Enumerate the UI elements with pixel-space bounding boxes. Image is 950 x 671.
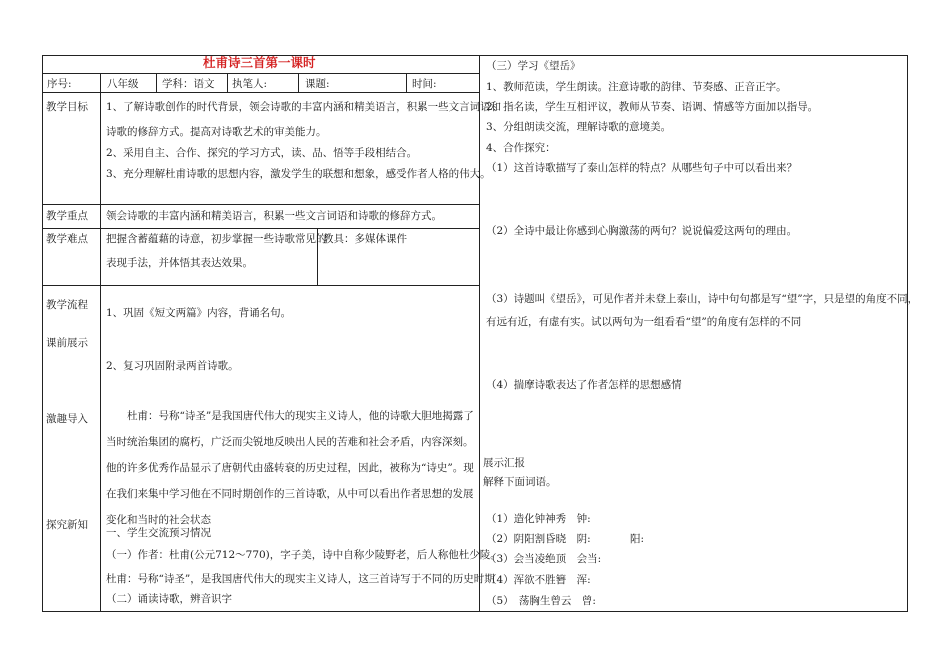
- vocab-item: （4）浑欲不胜簪 浑:: [486, 574, 591, 586]
- explore-line: （一）作者：杜甫(公元712～770)，字子美，诗中自称少陵野老，后人称他杜少陵。: [106, 549, 501, 561]
- col-line: [156, 73, 157, 93]
- vocab-item: （5） 荡胸生曾云 曾:: [486, 595, 596, 607]
- key-points-text: 领会诗歌的丰富内涵和精美语言，积累一些文言词语和诗歌的修辞方式。: [106, 210, 442, 222]
- review-item: 1、巩固《短文两篇》内容，背诵名句。: [106, 307, 292, 319]
- grade-value: 八年级: [107, 78, 139, 90]
- explain-instruction: 解释下面词语。: [483, 476, 557, 488]
- key-points-label: 教学重点: [46, 210, 88, 222]
- vocab-item: （1）造化钟神秀 钟:: [486, 513, 591, 525]
- explore-label: 探究新知: [46, 519, 88, 531]
- intro-label: 激趣导入: [46, 413, 88, 425]
- time-label: 时间:: [412, 78, 437, 90]
- step-item: 4、合作探究：: [486, 142, 556, 154]
- row-line: [42, 228, 480, 229]
- seq-label: 序号:: [47, 78, 72, 90]
- col-line: [227, 73, 228, 93]
- vocab-item: （3）会当凌绝顶 会当:: [486, 553, 602, 565]
- page-title: 杜甫诗三首第一课时: [203, 55, 316, 70]
- question-item: （3）诗题叫《望岳》，可见作者并未登上泰山，诗中句句都是写“望”字，只是望的角度不同，: [486, 293, 919, 305]
- difficulty-label: 教学难点: [46, 233, 88, 245]
- row-line: [42, 92, 480, 93]
- flow-label: 教学流程: [46, 299, 88, 311]
- explore-line: 一、学生交流预习情况: [106, 527, 211, 539]
- table-border-left: [42, 55, 43, 612]
- vocab-item: 阳:: [630, 533, 645, 545]
- question-item: （4）揣摩诗歌表达了作者怎样的思想感情: [486, 379, 682, 391]
- step-item: 2、指名读，学生互相评议，教师从节奏、语调、情感等方面加以指导。: [486, 101, 819, 113]
- question-item: 有远有近，有虚有实。试以两句为一组看看“望”的角度有怎样的不同: [486, 316, 802, 328]
- step-item: 3、分组朗读交流，理解诗歌的意境美。: [486, 121, 672, 133]
- col-line: [100, 73, 101, 612]
- topic-label: 课题:: [305, 78, 330, 90]
- question-item: （2）全诗中最让你感到心胸激荡的两句？说说偏爱这两句的理由。: [486, 225, 798, 237]
- col-line: [298, 73, 299, 93]
- difficulty-line: 把握含蓄蕴藉的诗意，初步掌握一些诗歌常见的: [106, 233, 327, 245]
- step-item: 1、教师范读，学生朗读。注意诗歌的韵律、节奏感、正音正字。: [486, 81, 787, 93]
- question-item: （1）这首诗歌描写了泰山怎样的特点？从哪些句子中可以看出来？: [486, 162, 798, 174]
- page-center-divider: [479, 55, 480, 612]
- objectives-line: 诗歌的修辞方式。提高对诗歌艺术的审美能力。: [106, 126, 327, 138]
- table-border-bottom: [42, 611, 908, 612]
- objectives-line: 3、充分理解杜甫诗歌的思想内容，激发学生的联想和想象，感受作者人格的伟大。: [106, 168, 491, 180]
- explore-line: （二）诵读诗歌，辨音识字: [106, 593, 232, 605]
- objectives-label: 教学目标: [46, 101, 88, 113]
- intro-paragraph: 杜甫：号称“诗圣”是我国唐代伟大的现实主义诗人，他的诗歌大胆地揭露了当时统治集团的腐朽，广泛而尖锐地反映出人民的苦难和社会矛盾，内容深刻。他的许多优秀作品显示了唐朝代由盛转衰的历史过程，因此，被称为“诗史”。现在我们来集中学习他在不同时期创作的三首诗歌，从中可以看出作者思想的发展变化和当时的社会状态: [106, 410, 474, 526]
- report-label: 展示汇报: [483, 457, 525, 469]
- author-label: 执笔人:: [232, 78, 268, 90]
- difficulty-line: 表现手法，并体悟其表达效果。: [106, 257, 253, 269]
- row-line: [42, 285, 480, 286]
- subject-value: 学科：语文: [162, 78, 215, 90]
- objectives-line: 2、采用自主、合作、探究的学习方式，读、品、悟等手段相结合。: [106, 147, 418, 159]
- preview-label: 课前展示: [46, 337, 88, 349]
- col-line: [406, 73, 407, 93]
- section-heading: （三）学习《望岳》: [486, 60, 581, 72]
- row-line: [42, 73, 480, 74]
- table-border-top: [42, 55, 908, 56]
- row-line: [42, 204, 480, 205]
- table-border-right: [907, 55, 908, 612]
- vocab-item: （2）阴阳割昏晓 阴:: [486, 533, 591, 545]
- review-item: 2、复习巩固附录两首诗歌。: [106, 360, 239, 372]
- teaching-tools: 教具：多媒体课件: [323, 233, 407, 245]
- explore-line: 杜甫：号称“诗圣”，是我国唐代伟大的现实主义诗人，这三首诗写于不同的历史时期: [106, 573, 495, 585]
- objectives-line: 1、了解诗歌创作的时代背景，领会诗歌的丰富内涵和精美语言，积累一些文言词语和: [106, 101, 502, 113]
